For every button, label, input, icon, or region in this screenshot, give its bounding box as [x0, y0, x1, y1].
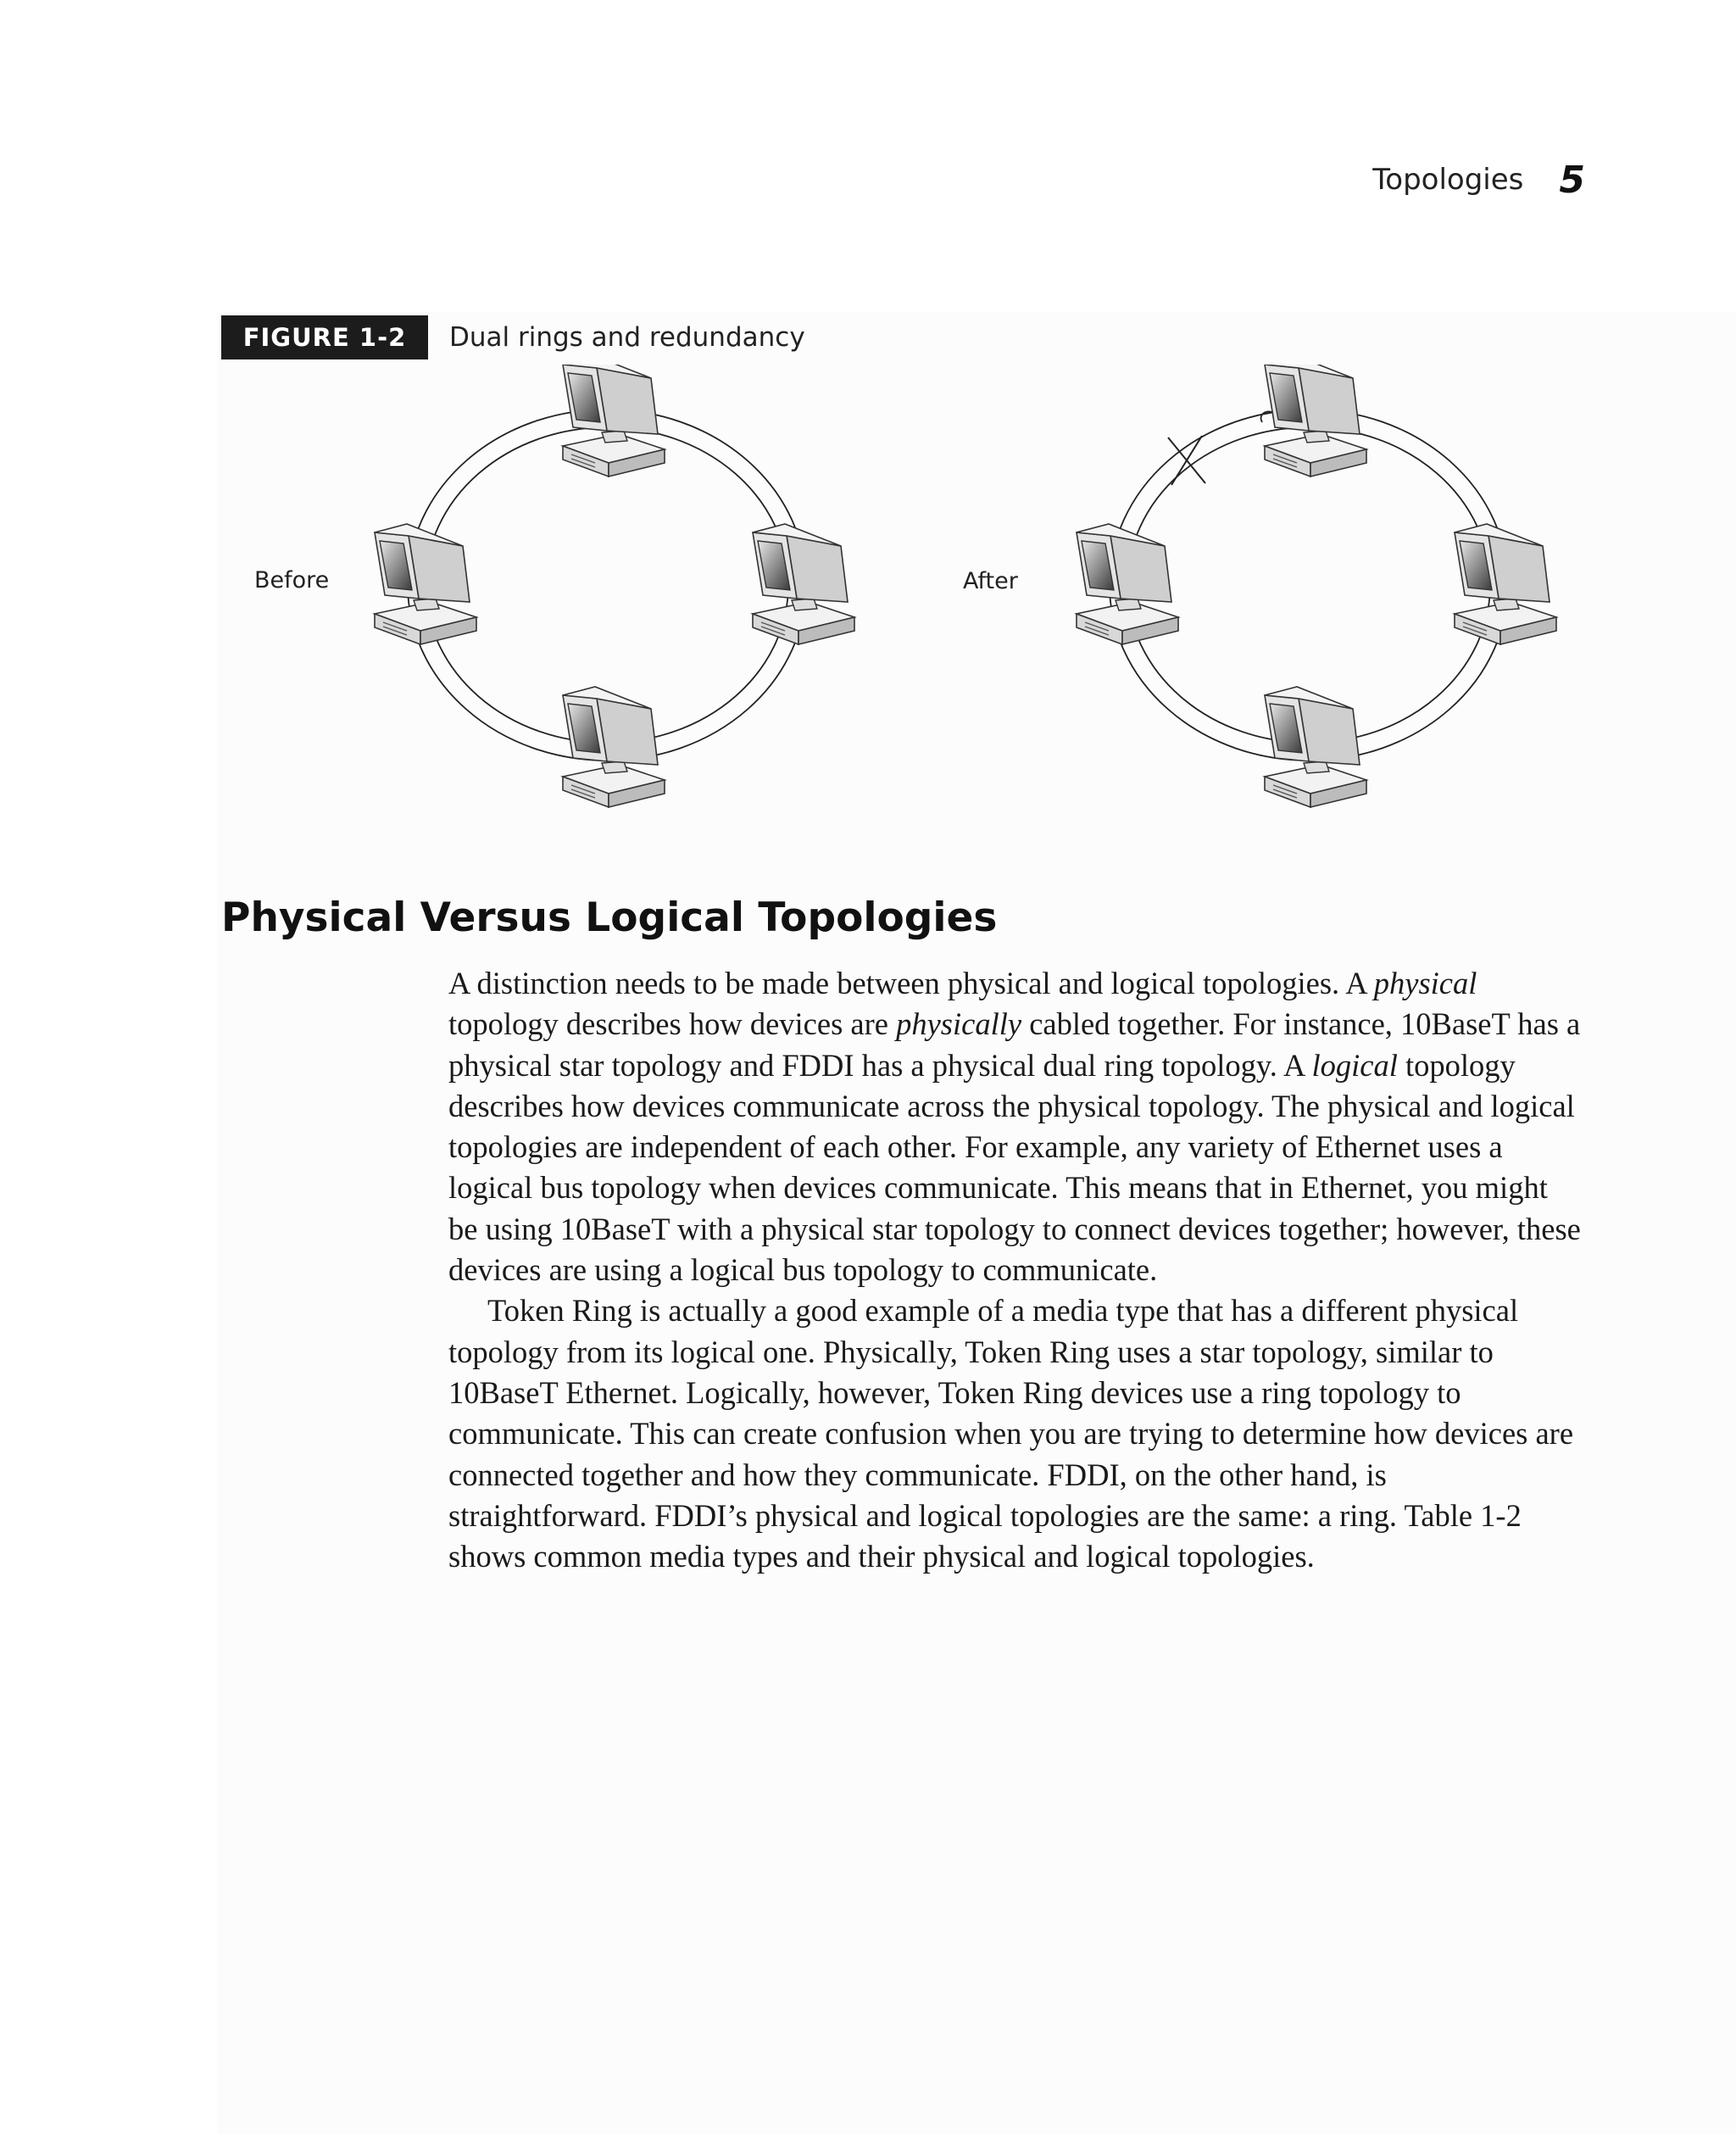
paragraph — [448, 1290, 1584, 1577]
computer-icon — [1455, 524, 1556, 644]
section-heading: Physical Versus Logical Topologies — [221, 894, 998, 941]
dual-ring-diagram — [217, 365, 1658, 856]
running-title: Topologies — [1372, 163, 1524, 197]
figure-caption: Dual rings and redundancy — [449, 322, 805, 353]
text-run: cabled together. For instance, 10BaseT has a physical star topology and FDDI has a physical dual ring topology. A — [448, 1006, 1581, 1083]
text-run: topology describes how devices communicate across the physical topology. The physical and logical topologies are independent of each other. For example, any variety of Ethernet uses a logical bus topology when devices communicate. This means that in Ethernet, you might be using 10BaseT with a physical star topology to connect devices together; however, these devices are using a logical bus topology to communicate. — [448, 1047, 1581, 1288]
running-header — [1271, 154, 1585, 205]
emphasis-text: physical — [1373, 966, 1477, 1000]
text-run: Token Ring is actually a good example of a media type that has a different physical topology from its logical one. Physically, Token Ring uses a star topology, similar to 10BaseT Ethernet. Logically, however, Token Ring devices use a ring topology to communicate. This can create confusion when you are trying to determine how devices are connected together and how they communicate. FDDI, on the other hand, is straightforward. FDDI’s physical and logical topologies are the same: a ring. Table 1-2 shows common media types and their physical and logical topologies. — [448, 1293, 1574, 1574]
paragraph — [448, 963, 1584, 1290]
text-run: topology describes how devices are — [448, 1006, 897, 1042]
computer-icon — [1265, 365, 1366, 476]
page-number: 5 — [1559, 158, 1585, 202]
computer-icon — [1265, 687, 1366, 807]
computer-icon — [375, 524, 476, 644]
computer-icon — [563, 687, 665, 807]
computer-icon — [1077, 524, 1178, 644]
text-run: A distinction needs to be made between physical and logical topologies. A — [448, 966, 1374, 1000]
break-mark-icon — [1168, 436, 1205, 485]
before-label: Before — [254, 567, 330, 593]
emphasis-text: physically — [896, 1006, 1022, 1042]
after-label: After — [963, 568, 1018, 594]
figure-label: FIGURE 1-2 — [221, 315, 428, 359]
computer-icon — [563, 365, 665, 476]
emphasis-text: logical — [1311, 1047, 1398, 1083]
computer-icon — [753, 524, 854, 644]
body-text — [448, 963, 1584, 1577]
